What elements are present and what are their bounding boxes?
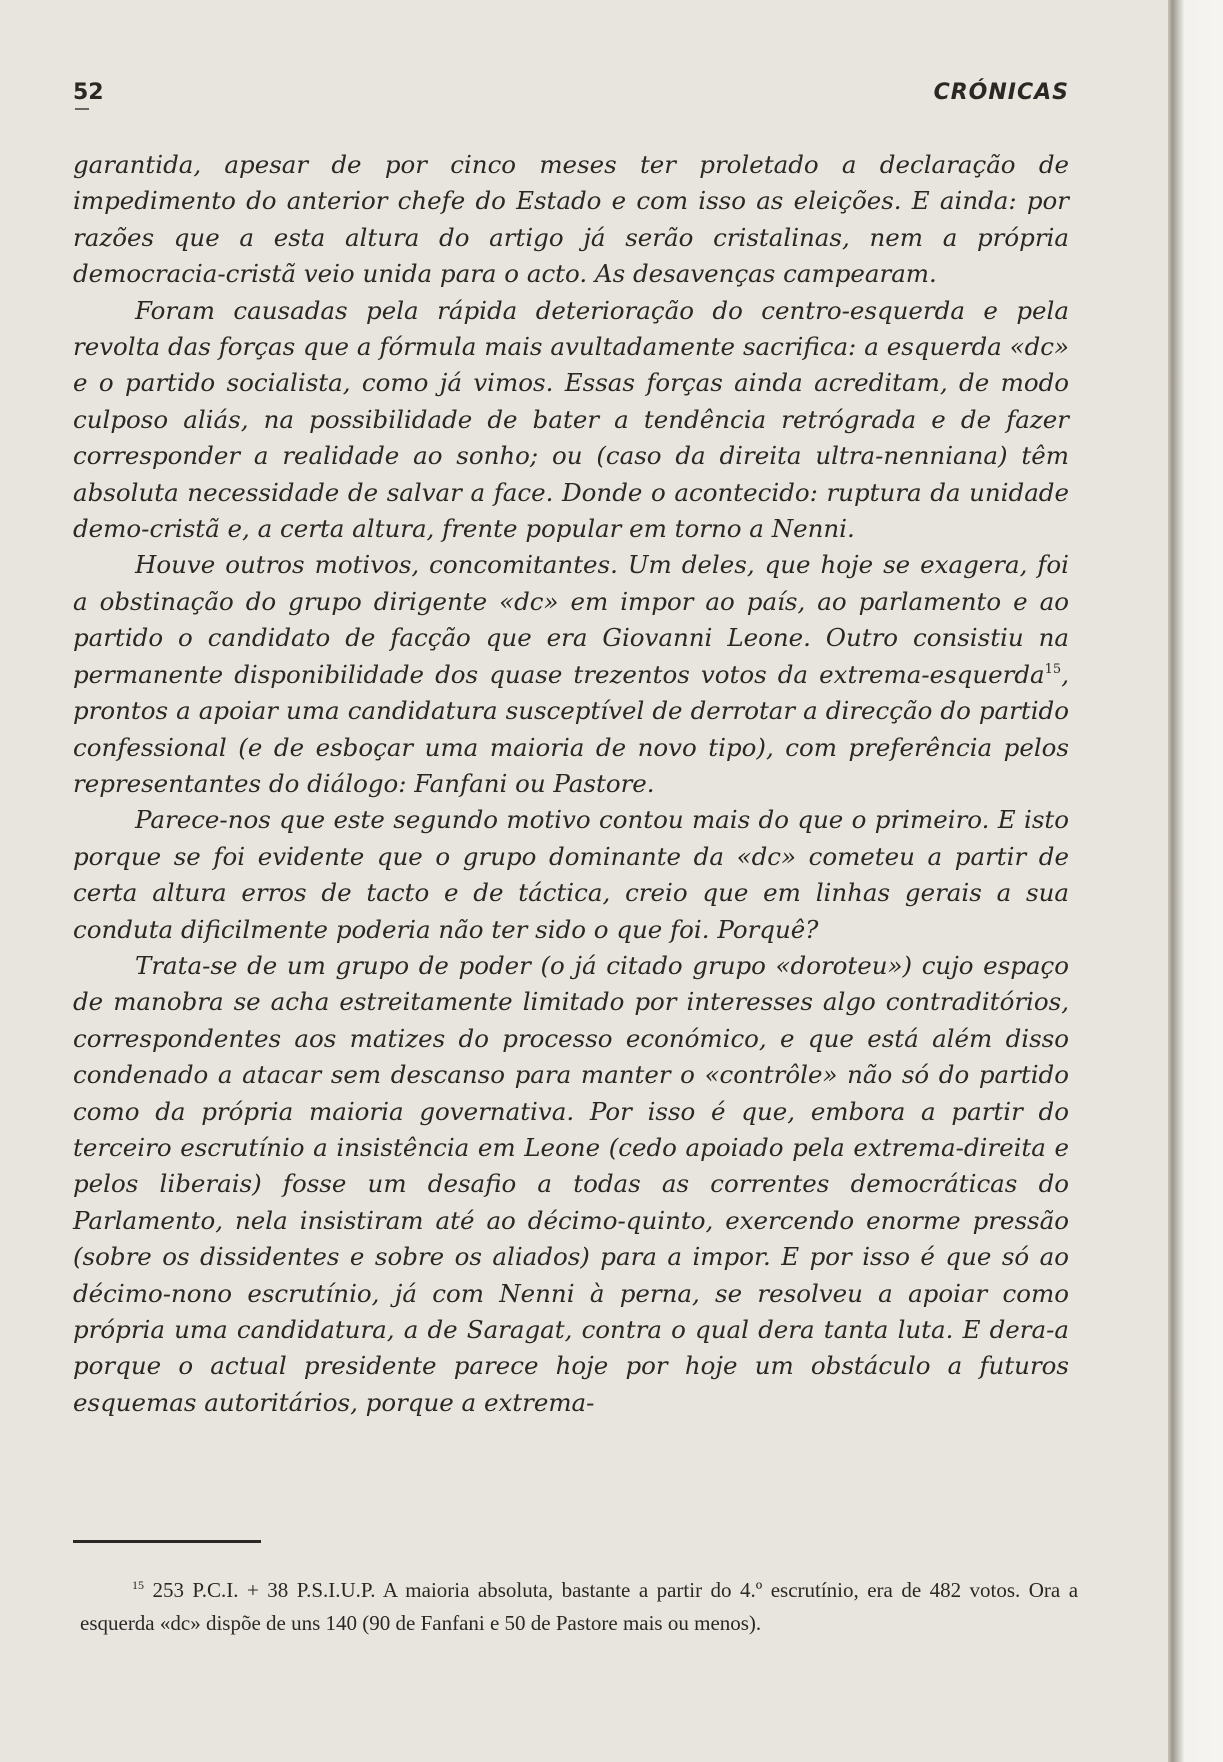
page-number-mark bbox=[75, 108, 89, 110]
paragraph-5: Trata-se de um grupo de poder (o já citado grupo «doroteu») cujo espaço de manobra se acha estreitamente limitado por interesses algo contraditórios, correspondentes aos matizes do processo económico, e que está além disso condenado a atacar sem descanso para manter o «contrôle» não só do partido como da própria maioria governativa. Por isso é que, embora a partir do terceiro escrutínio a insistência em Leone (cedo apoiado pela extrema-direita e pelos liberais) fosse um desafio a todas as correntes democráticas do Parlamento, nela insistiram até ao décimo-quinto, exercendo enorme pressão (sobre os dissidentes e sobre os aliados) para a impor. E por isso é que só ao décimo-nono escrutínio, já com Nenni à perna, se resolveu a apoiar como própria uma candidatura, a de Saragat, contra o qual dera tanta luta. E dera-a porque o actual presidente parece hoje por hoje um obstáculo a futuros esquemas autoritários, porque a extrema- bbox=[73, 950, 1069, 1417]
footnote-text: 253 P.C.I. + 38 P.S.I.U.P. A maioria absoluta, bastante a partir do 4.º escrutínio, era de 482 votos. Ora a esquerda «dc» dispõe de uns 140 (90 de Fanfani e 50 de Pastore mais ou menos). bbox=[80, 1578, 1079, 1635]
paragraph-3 bbox=[73, 547, 1069, 802]
paragraph-1: garantida, apesar de por cinco meses ter proletado a declaração de impedimento do anterior chefe do Estado e com isso as eleições. E ainda: por razões que a esta altura do artigo já serão cristalinas, nem a própria democracia-cristã veio unida para o acto. As desavenças campearam. bbox=[73, 150, 1069, 289]
paragraph-4: Parece-nos que este segundo motivo contou mais do que o primeiro. E isto porque se foi evidente que o grupo dominante da «dc» cometeu a partir de certa altura erros de tacto e de táctica, creio que em linhas gerais a sua conduta dificilmente poderia não ter sido o que foi. Porquê? bbox=[73, 805, 1069, 944]
footnote-number: 15 bbox=[132, 1578, 144, 1592]
paragraph-3-text-b: , prontos a apoiar uma candidatura susceptível de derrotar a direcção do partido confessional (e de esboçar uma maioria de novo tipo), com preferência pelos representantes do diálogo: Fanfani ou Pastore. bbox=[73, 659, 1069, 798]
paragraph-2: Foram causadas pela rápida deterioração do centro-esquerda e pela revolta das forças que a fórmula mais avultadamente sacrifica: a esquerda «dc» e o partido socialista, como já vimos. Essas forças ainda acreditam, de modo culposo aliás, na possibilidade de bater a tendência retrógrada e de fazer corresponder a realidade ao sonho; ou (caso da direita ultra-nenniana) têm absoluta necessidade de salvar a face. Donde o acontecido: ruptura da unidade demo-cristã e, a certa altura, frente popular em torno a Nenni. bbox=[73, 295, 1069, 544]
page-number: 52 bbox=[73, 80, 104, 105]
page-header bbox=[73, 80, 1069, 114]
paragraph-3-text-a: Houve outros motivos, concomitantes. Um deles, que hoje se exagera, foi a obstinação do grupo dirigente «dc» em impor ao país, ao parlamento e ao partido o candidato de facção que era Giovanni Leone. Outro consistiu na permanente disponibilidade dos quase trezentos votos da extrema-esquerda bbox=[73, 550, 1069, 689]
footnote-divider bbox=[73, 1540, 261, 1543]
running-head: CRÓNICAS bbox=[933, 80, 1069, 105]
body-text bbox=[73, 147, 1069, 1421]
page-edge bbox=[1168, 0, 1223, 1762]
footnote bbox=[80, 1574, 1078, 1640]
footnote-reference[interactable]: 15 bbox=[1044, 661, 1062, 677]
